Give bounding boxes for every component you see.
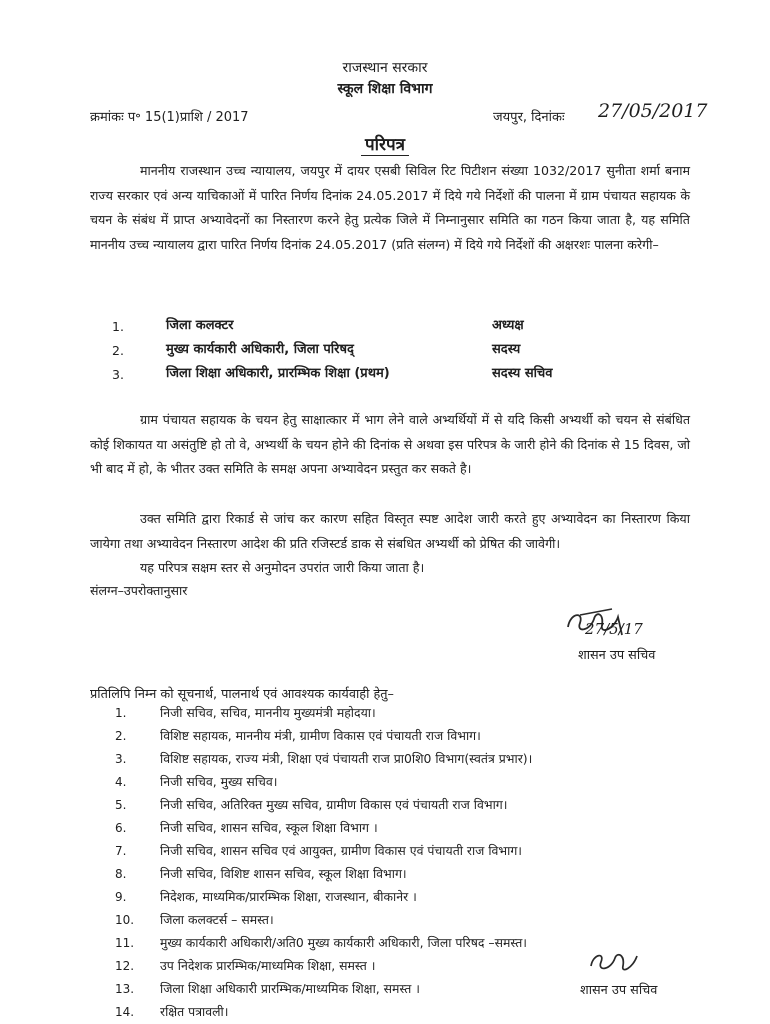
copy-number: 5. (115, 798, 127, 812)
copy-to-intro: प्रतिलिपि निम्न को सूचनार्थ, पालनार्थ एवं आवश्यक कार्यवाही हेतु– (90, 687, 394, 702)
copy-recipient: निदेशक, माध्यमिक/प्रारम्भिक शिक्षा, राजस्थान, बीकानेर । (160, 889, 417, 904)
enclosure-note: संलग्न–उपरोक्तानुसार (90, 583, 188, 598)
handwritten-date: 27/05/2017 (598, 100, 708, 122)
copy-recipient: निजी सचिव, मुख्य सचिव। (160, 774, 278, 789)
member-name: जिला शिक्षा अधिकारी, प्रारम्भिक शिक्षा (प्रथम) (166, 366, 390, 381)
member-role: सदस्य सचिव (492, 366, 553, 381)
copy-number: 3. (115, 752, 127, 766)
copy-recipient: निजी सचिव, सचिव, माननीय मुख्यमंत्री महोदया। (160, 705, 376, 720)
copy-recipient: विशिष्ट सहायक, माननीय मंत्री, ग्रामीण विकास एवं पंचायती राज विभाग। (160, 728, 481, 743)
paragraph-representation: ग्राम पंचायत सहायक के चयन हेतु साक्षात्कार में भाग लेने वाले अभ्यर्थियों में से यदि किसी अभ्यर्थी को चयन से संबंधित कोई शिकायत या असंतुष्टि हो तो वे, अभ्यर्थी के चयन होने की दिनांक से अथवा इस परिपत्र के जारी होने की दिनांक से 15 दिवस, जो भी बाद में हो, के भीतर उक्त समिति के समक्ष अपना अभ्यावेदन प्रस्तुत कर सकते है। (90, 412, 690, 476)
copy-recipient: जिला शिक्षा अधिकारी प्रारम्भिक/माध्यमिक शिक्षा, समस्त । (160, 981, 420, 996)
member-number: 3. (112, 367, 124, 382)
copy-number: 12. (115, 959, 135, 973)
copy-number: 9. (115, 890, 127, 904)
signature-handwritten-date: 27/5/17 (585, 620, 643, 638)
member-name: जिला कलक्टर (166, 318, 234, 333)
copy-number: 7. (115, 844, 127, 858)
copy-recipient: मुख्य कार्यकारी अधिकारी/अति0 मुख्य कार्यकारी अधिकारी, जिला परिषद –समस्त। (160, 935, 527, 950)
member-role: अध्यक्ष (492, 318, 524, 333)
member-number: 2. (112, 343, 124, 358)
copy-recipient: उप निदेशक प्रारम्भिक/माध्यमिक शिक्षा, समस्त । (160, 958, 376, 973)
signatory-designation: शासन उप सचिव (578, 648, 656, 663)
government-name: राजस्थान सरकार (342, 60, 428, 76)
member-number: 1. (112, 319, 124, 334)
copy-number: 11. (115, 936, 135, 950)
copy-number: 13. (115, 982, 135, 996)
copy-recipient: जिला कलक्टर्स – समस्त। (160, 912, 274, 927)
copy-number: 2. (115, 729, 127, 743)
copy-recipient: निजी सचिव, शासन सचिव, स्कूल शिक्षा विभाग । (160, 820, 378, 835)
signature-mark (585, 948, 665, 980)
document-title: परिपत्र (0, 132, 770, 155)
paragraph-approval: यह परिपत्र सक्षम स्तर से अनुमोदन उपरांत जारी किया जाता है। (140, 560, 425, 575)
copy-number: 14. (115, 1005, 135, 1019)
paragraph-committee-formation: माननीय राजस्थान उच्च न्यायालय, जयपुर में दायर एसबी सिविल रिट पिटीशन संख्या 1032/2017 सुनीता शर्मा बनाम राज्य सरकार एवं अन्य याचिकाओं में पारित निर्णय दिनांक 24.05.2017 में दिये गये निर्देशों की पालना में ग्राम पंचायत सहायक के चयन के संबंध में प्राप्त अभ्यावेदनों का निस्तारण करने हेतु प्रत्येक जिले में निम्नानुसार समिति का गठन किया जाता है, यह समिति माननीय उच्च न्यायालय द्वारा पारित निर्णय दिनांक 24.05.2017 (प्रति संलग्न) में दिये गये निर्देशों की अक्षरशः पालना करेगी– (90, 163, 690, 252)
copy-number: 4. (115, 775, 127, 789)
place-date-label: जयपुर, दिनांकः (493, 110, 565, 125)
copy-recipient: निजी सचिव, विशिष्ट शासन सचिव, स्कूल शिक्षा विभाग। (160, 866, 407, 881)
copy-number: 10. (115, 913, 135, 927)
member-role: सदस्य (492, 342, 521, 357)
copy-number: 8. (115, 867, 127, 881)
copy-number: 1. (115, 706, 127, 720)
copy-recipient: विशिष्ट सहायक, राज्य मंत्री, शिक्षा एवं पंचायती राज प्रा0शि0 विभाग(स्वतंत्र प्रभार)। (160, 751, 533, 766)
signatory-designation: शासन उप सचिव (580, 983, 658, 998)
member-name: मुख्य कार्यकारी अधिकारी, जिला परिषद् (166, 342, 354, 357)
copy-number: 6. (115, 821, 127, 835)
copy-recipient: रक्षित पत्रावली। (160, 1004, 229, 1019)
copy-recipient: निजी सचिव, शासन सचिव एवं आयुक्त, ग्रामीण विकास एवं पंचायती राज विभाग। (160, 843, 523, 858)
department-name: स्कूल शिक्षा विभाग (337, 81, 433, 97)
copy-recipient: निजी सचिव, अतिरिक्त मुख्य सचिव, ग्रामीण विकास एवं पंचायती राज विभाग। (160, 797, 508, 812)
paragraph-disposal: उक्त समिति द्वारा रिकार्ड से जांच कर कारण सहित विस्तृत स्पष्ट आदेश जारी करते हुए अभ्यावेदन का निस्तारण किया जायेगा तथा अभ्यावेदन निस्तारण आदेश की प्रति रजिस्टर्ड डाक से संबधित अभ्यर्थी को प्रेषित की जावेगी। (90, 511, 690, 551)
reference-number: क्रमांकः प॰ 15(1)प्राशि / 2017 (90, 110, 249, 125)
